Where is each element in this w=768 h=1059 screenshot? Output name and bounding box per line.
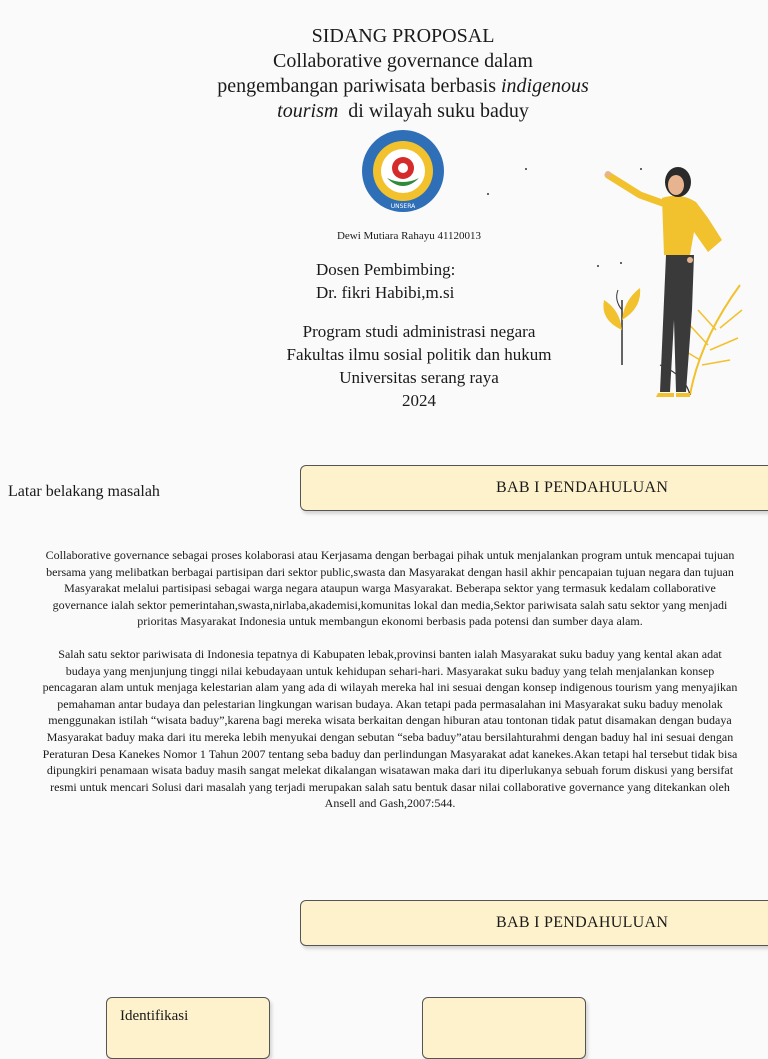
title-line-4	[150, 99, 656, 124]
presenter-illustration	[590, 160, 750, 405]
supervisor-name: Dr. fikri Habibi,m.si	[316, 283, 455, 302]
logo-bottom-text: UNSERA	[390, 203, 416, 210]
university-name: Universitas serang raya	[339, 368, 499, 387]
body-text	[40, 547, 740, 828]
program-name: Program studi administrasi negara	[302, 322, 536, 341]
supervisor-label: Dosen Pembimbing:	[316, 260, 456, 279]
bab-header-box	[300, 465, 768, 511]
bab-title-2: BAB I PENDAHULUAN	[496, 914, 669, 931]
title-line-2: Collaborative governance dalam	[273, 50, 533, 72]
faculty-name: Fakultas ilmu sosial politik dan hukum	[286, 345, 552, 364]
title-line-3	[150, 74, 656, 99]
identifikasi-label: Identifikasi	[120, 1008, 189, 1024]
bab-title: BAB I PENDAHULUAN	[496, 479, 669, 496]
decor-dot	[525, 168, 527, 170]
institution-block	[200, 320, 638, 412]
plant-left	[603, 288, 640, 365]
identifikasi-card	[106, 997, 270, 1059]
university-logo	[360, 128, 446, 214]
paragraph-2: Salah satu sektor pariwisata di Indonesia tepatnya di Kabupaten lebak,provinsi banten ialah Masyarakat suku baduy yang kental akan adat budaya yang menjunjung tinggi nilai kebudayaan untuk kehidupan sehari-hari. Masyarakat suku baduy yang telah menjalankan konsep pencagaran alam untuk menjaga kelestarian alam yang ada di wilayah mereka hal ini sesuai dengan konsep indigenous tourism yang menyajikan pemahaman antar budaya dan pelestarian lingkungan warisan budaya. Akan tetapi pada permasalahan ini Masyarakat suku baduy menolak menggunakan istilah “wisata baduy”,karena bagi mereka wisata berkaitan dengan hiburan atau tontonan tidak patut disamakan dengan budaya Masyarakat baduy maka dari itu mereka lebih menyukai dengan sebutan “seba baduy”atau bersilahturahmi dengan baduy hal ini sesuai dengan Peraturan Desa Kanekes Nomor 1 Tahun 2007 tentang seba baduy dan perlindungan Masyarakat adat kanekes.Akan tetapi hal tersebut tidak bisa dipungkiri penamaan wisata baduy masih sangat melekat dikalangan wisatawan maka dari itu diperlukanya sebuah forum diskusi yang bersifat resmi untuk mencari Solusi dari masalah yang terjadi merupakan salah satu bentuk dasar nilai collaborative governance yang ditekankan oleh Ansell and Gash,2007:544.	[42, 646, 738, 811]
supervisor-block	[300, 258, 500, 304]
paragraph-1: Collaborative governance sebagai proses kolaborasi atau Kerjasama dengan berbagai pihak untuk menjalankan program untuk mencapai tujuan bersama yang melibatkan berbagai partisipan dari sektor public,swasta dan Masyarakat dengan hasil akhir pencapaian tujuan negara dan tujuan Masyarakat melalui partisipasi sebagai warga negara ataupun warga Masyarakat. Beberapa sektor yang termasuk kedalam collaborative governance ialah sektor pemerintahan,swasta,nirlaba,akademisi,komunitas lokal dan media,Sektor pariwisata salah satu sektor yang menjadi prioritas Masyarakat Indonesia untuk membangun ekonomi berbasis pada potensi dan sumber daya alam.	[45, 548, 735, 629]
title-line-1: SIDANG PROPOSAL	[311, 25, 495, 47]
title-line-4-text: di wilayah suku baduy	[338, 100, 529, 122]
decor-dot	[487, 193, 489, 195]
second-card	[422, 997, 586, 1059]
title-line-3-text: pengembangan pariwisata berbasis	[217, 75, 501, 97]
title-line-4-italic: tourism	[277, 100, 339, 122]
cover-slide	[0, 0, 768, 440]
cover-title	[150, 24, 656, 124]
year: 2024	[402, 391, 436, 410]
section-label-latar-belakang: Latar belakang masalah	[8, 483, 160, 500]
bab-header-box-2	[300, 900, 768, 946]
author-name: Dewi Mutiara Rahayu 41120013	[336, 230, 482, 242]
title-line-3-italic: indigenous	[501, 75, 589, 97]
